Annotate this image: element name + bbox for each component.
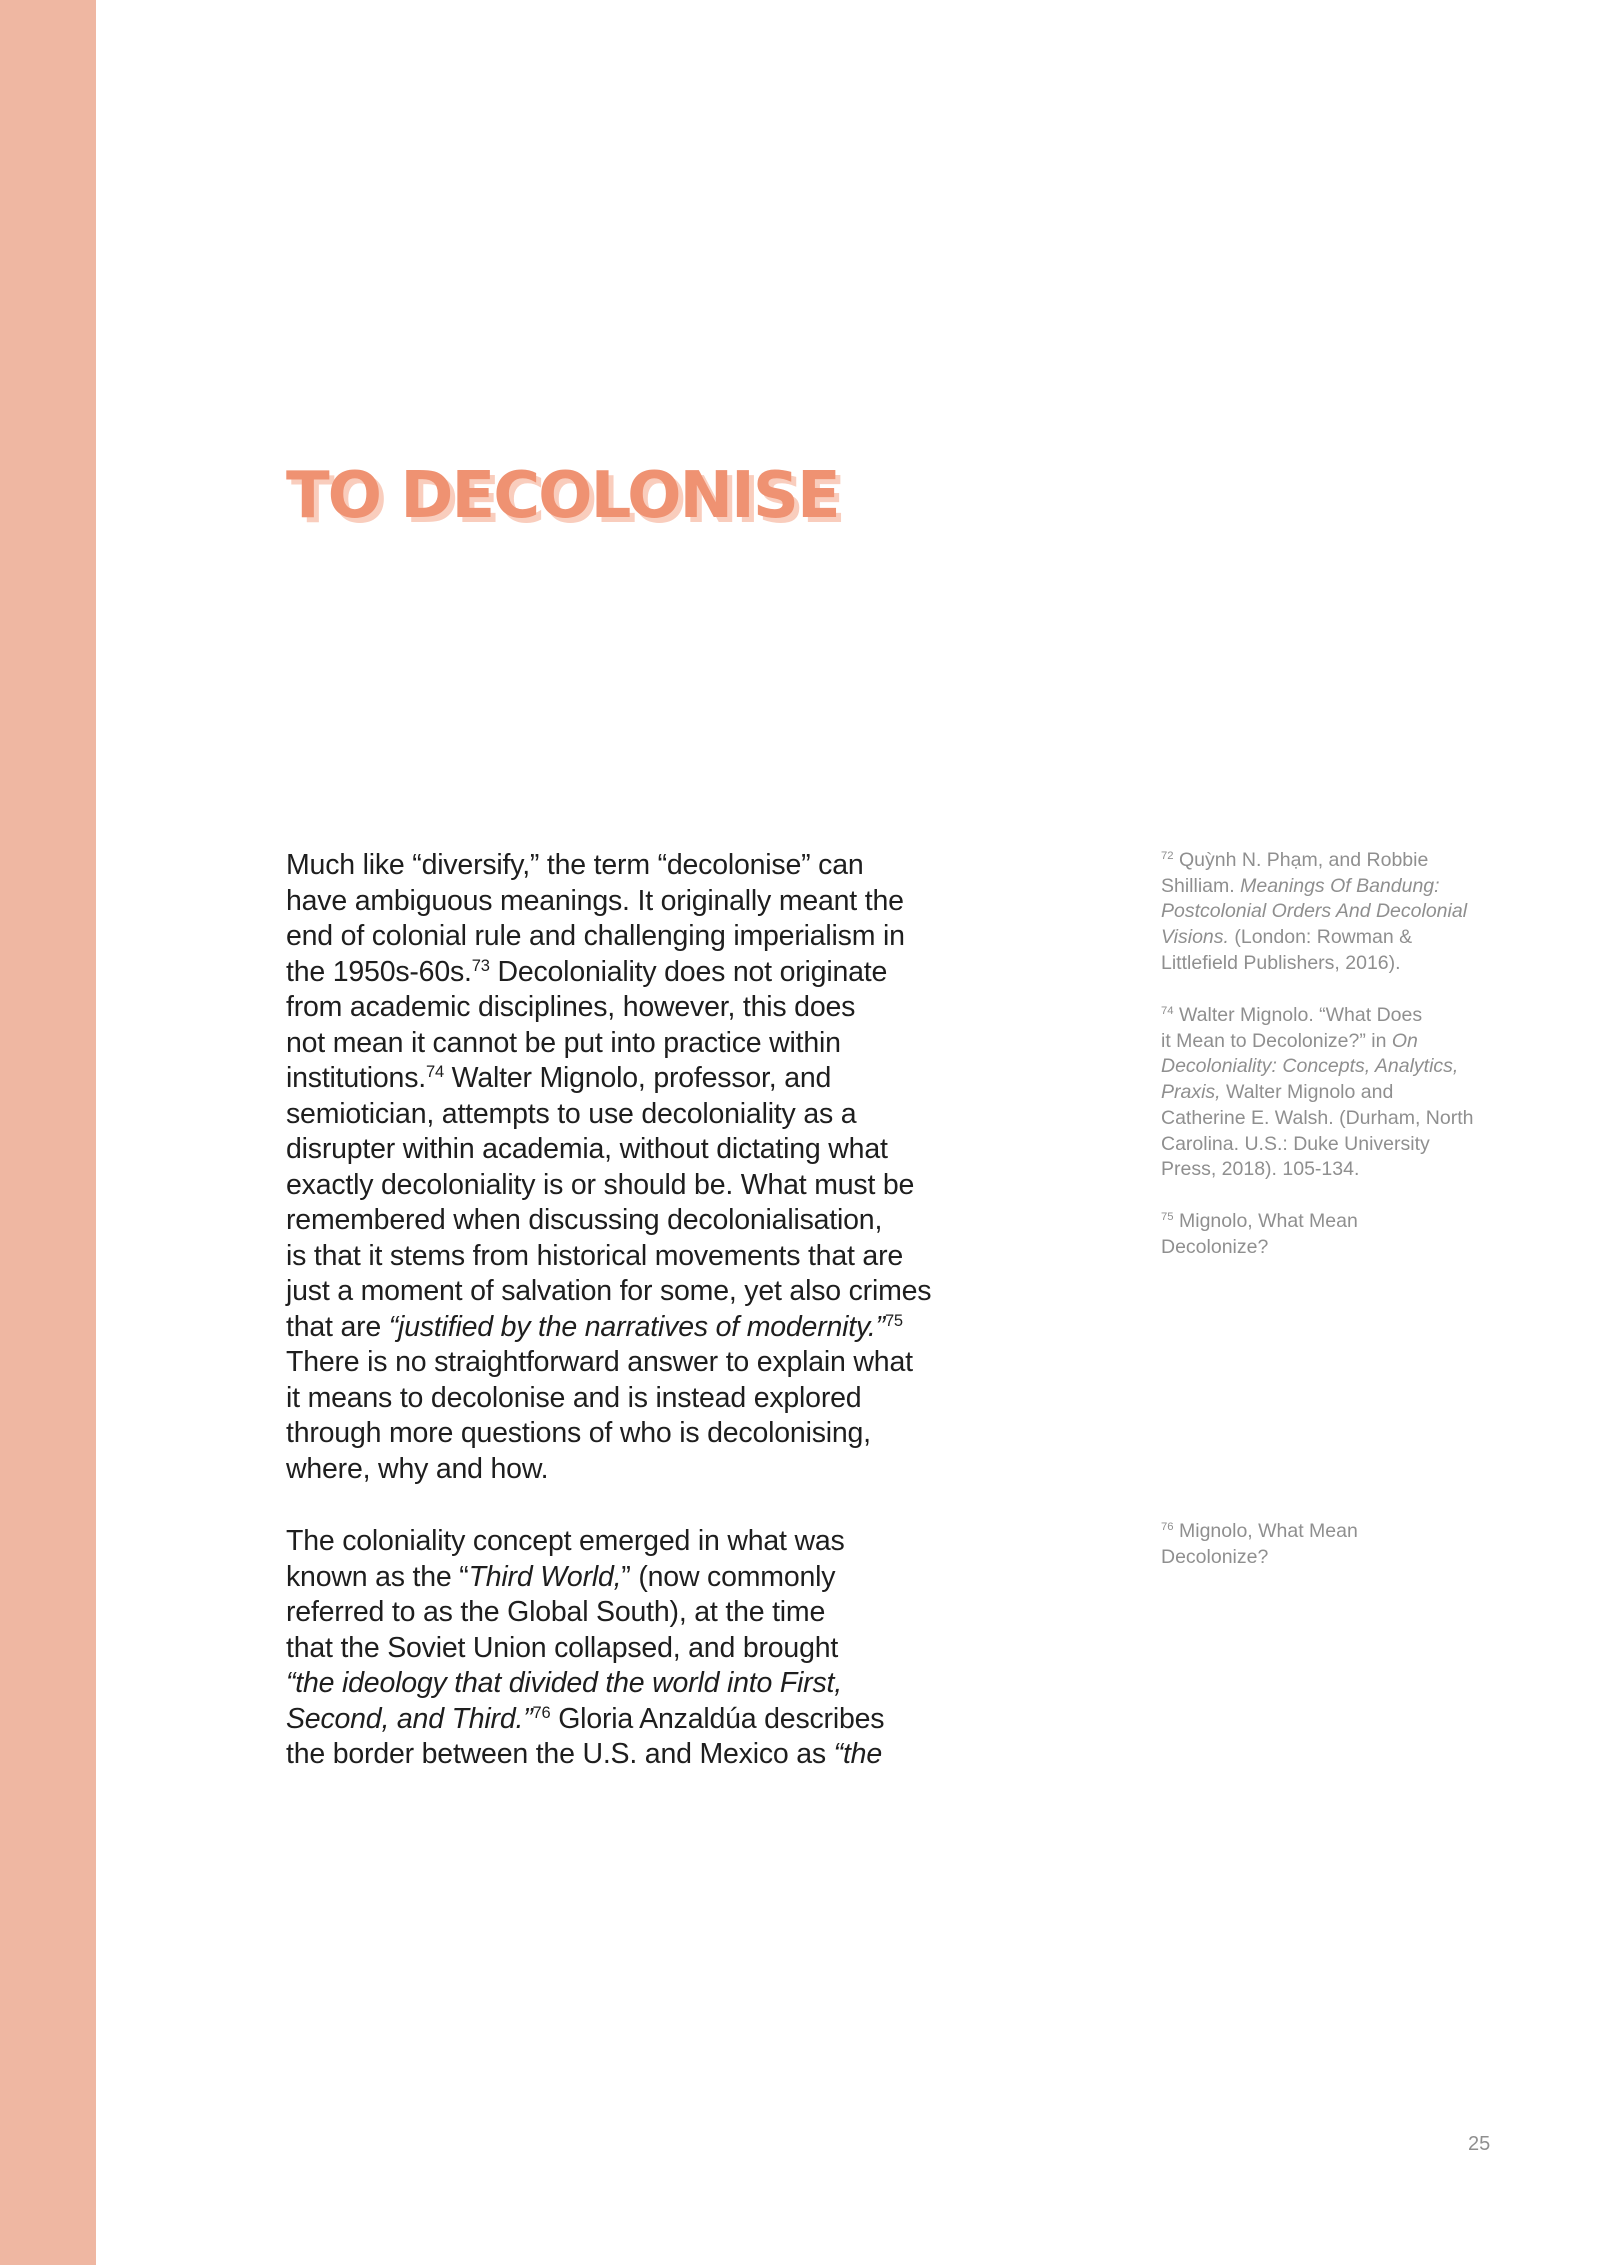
text-run: the 1950s-60s. bbox=[286, 955, 472, 988]
text-line: The coloniality concept emerged in what was bbox=[286, 1525, 845, 1557]
text-line: have ambiguous meanings. It originally meant the bbox=[286, 884, 904, 917]
footnote-72 bbox=[1161, 848, 1541, 977]
italic-run: Meanings Of Bandung: bbox=[1240, 874, 1440, 897]
footnote-line: Decolonize? bbox=[1161, 1235, 1269, 1258]
footnote-line bbox=[1161, 874, 1541, 900]
italic-run: On bbox=[1391, 1029, 1418, 1052]
footnote-line bbox=[1161, 1054, 1541, 1080]
text-run: institutions. bbox=[286, 1062, 426, 1094]
page-title: TO DECOLONISE bbox=[286, 459, 839, 533]
text-run: known as the “ bbox=[286, 1560, 469, 1593]
footnote-number: 76 bbox=[1161, 1521, 1174, 1533]
italic-run: Decoloniality: Concepts, Analytics, bbox=[1161, 1055, 1459, 1078]
quotation: “the ideology that divided the world into First, bbox=[286, 1667, 842, 1699]
text-run: Walter Mignolo, professor, and bbox=[443, 1062, 832, 1094]
footnote-ref-73: 73 bbox=[471, 955, 490, 975]
text-run: Gloria Anzaldúa describes bbox=[550, 1702, 885, 1735]
text-run: Mignolo, What Mean bbox=[1173, 1520, 1358, 1542]
italic-run: Praxis, bbox=[1161, 1081, 1221, 1104]
text-line: Much like “diversify,” the term “decolonise” can bbox=[286, 849, 864, 881]
text-line: it means to decolonise and is instead explored bbox=[286, 1381, 862, 1414]
text-line bbox=[286, 1666, 986, 1702]
footnote-74 bbox=[1161, 1003, 1541, 1183]
text-line bbox=[286, 1737, 986, 1773]
footnote-75 bbox=[1161, 1209, 1541, 1260]
text-line: where, why and how. bbox=[286, 1452, 549, 1485]
text-run: Walter Mignolo. “What Does bbox=[1173, 1004, 1423, 1026]
footnote-line: Carolina. U.S.: Duke University bbox=[1161, 1132, 1430, 1155]
body-paragraph-1 bbox=[286, 848, 986, 1487]
footnote-ref-74: 74 bbox=[425, 1061, 444, 1081]
italic-run: Third World, bbox=[468, 1560, 622, 1593]
text-line: end of colonial rule and challenging imperialism in bbox=[286, 920, 905, 952]
text-run: Mignolo, What Mean bbox=[1173, 1210, 1358, 1232]
text-run: (London: Rowman & bbox=[1228, 926, 1413, 949]
text-run: Shilliam. bbox=[1161, 874, 1241, 897]
footnote-line bbox=[1161, 899, 1541, 925]
footnote-line: Catherine E. Walsh. (Durham, North bbox=[1161, 1106, 1474, 1129]
page-number: 25 bbox=[1468, 2133, 1491, 2155]
text-line bbox=[286, 955, 986, 991]
text-line bbox=[286, 1061, 986, 1097]
text-run: ” (now commonly bbox=[621, 1560, 836, 1593]
footnote-line bbox=[1161, 1519, 1541, 1545]
side-color-band bbox=[0, 0, 96, 2265]
text-line: semiotician, attempts to use decoloniality as a bbox=[286, 1097, 857, 1130]
footnote-76 bbox=[1161, 1519, 1541, 1570]
text-line: just a moment of salvation for some, yet also crimes bbox=[286, 1275, 932, 1307]
footnote-line bbox=[1161, 848, 1541, 874]
text-line: exactly decoloniality is or should be. What must be bbox=[286, 1168, 915, 1201]
text-line: disrupter within academia, without dictating what bbox=[286, 1133, 888, 1165]
footnote-line bbox=[1161, 1029, 1541, 1055]
italic-run: Postcolonial Orders And Decolonial bbox=[1161, 900, 1468, 923]
text-line bbox=[286, 1560, 986, 1596]
text-line: remembered when discussing decolonialisation, bbox=[286, 1204, 883, 1236]
text-run: it Mean to Decolonize?” in bbox=[1161, 1029, 1392, 1052]
footnote-line bbox=[1161, 1209, 1541, 1235]
italic-run: Visions. bbox=[1161, 926, 1229, 949]
footnote-ref-75: 75 bbox=[884, 1310, 903, 1330]
footnote-number: 75 bbox=[1161, 1211, 1174, 1223]
text-line: is that it stems from historical movements that are bbox=[286, 1239, 904, 1272]
footnote-ref-76: 76 bbox=[532, 1702, 551, 1722]
footnote-line: Press, 2018). 105-134. bbox=[1161, 1158, 1360, 1181]
text-line: There is no straightforward answer to explain what bbox=[286, 1346, 913, 1378]
text-line: through more questions of who is decolonising, bbox=[286, 1417, 871, 1449]
quotation: “the bbox=[833, 1738, 882, 1770]
text-line bbox=[286, 1702, 986, 1738]
body-paragraph-2 bbox=[286, 1524, 986, 1773]
footnote-line: Littlefield Publishers, 2016). bbox=[1161, 951, 1401, 974]
footnote-line: Decolonize? bbox=[1161, 1545, 1269, 1568]
text-line: that the Soviet Union collapsed, and brought bbox=[286, 1631, 839, 1664]
text-run: the border between the U.S. and Mexico as bbox=[286, 1738, 834, 1770]
text-line: referred to as the Global South), at the time bbox=[286, 1596, 826, 1628]
footnote-number: 72 bbox=[1161, 850, 1174, 862]
quotation: Second, and Third.” bbox=[286, 1702, 533, 1735]
text-run: Quỳnh N. Phạm, and Robbie bbox=[1173, 849, 1429, 871]
footnote-line bbox=[1161, 925, 1541, 951]
text-line: not mean it cannot be put into practice within bbox=[286, 1026, 841, 1059]
quotation: “justified by the narratives of modernity.” bbox=[388, 1310, 885, 1343]
text-line bbox=[286, 1310, 986, 1346]
text-run: Decoloniality does not originate bbox=[489, 955, 888, 988]
footnote-number: 74 bbox=[1161, 1005, 1174, 1017]
text-run: that are bbox=[286, 1310, 389, 1343]
text-line: from academic disciplines, however, this does bbox=[286, 991, 856, 1023]
footnote-line bbox=[1161, 1080, 1541, 1106]
text-run: Walter Mignolo and bbox=[1220, 1081, 1394, 1104]
footnote-line bbox=[1161, 1003, 1541, 1029]
